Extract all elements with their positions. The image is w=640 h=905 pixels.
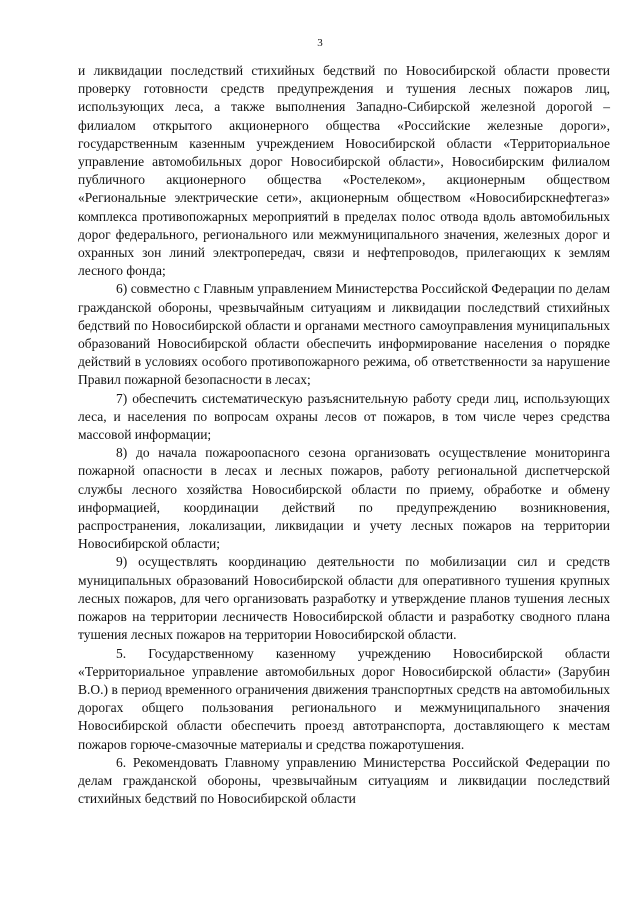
paragraph-item-7: 7) обеспечить систематическую разъяснительную работу среди лиц, использующих леса, и населения по вопросам охраны лесов от пожаров, в том числе через средства массовой информации;	[78, 390, 610, 443]
paragraph-continuation: и ликвидации последствий стихийных бедствий по Новосибирской области провести проверку готовности средств предупреждения и тушения лесных пожаров лиц, использующих леса, а также выполнения Западно-Сибирской железной дорогой – филиалом открытого акционерного общества «Российские железные дороги», государственным казенным учреждением Новосибирской области «Территориальное управление автомобильных дорог Новосибирской области», Новосибирским филиалом публичного акционерного общества «Ростелеком», акционерным обществом «Региональные электрические сети», акционерным обществом «Новосибирскнефтегаз» комплекса противопожарных мероприятий в пределах полос отвода вдоль автомобильных дорог федерального, регионального или межмуниципального значения, железных дорог и охранных зон линий электропередач, связи и нефтепроводов, прилегающих к землям лесного фонда;	[78, 63, 610, 279]
paragraph-section-5: 5. Государственному казенному учреждению Новосибирской области «Территориальное управление автомобильных дорог Новосибирской области» (Зарубин В.О.) в период временного ограничения движения транспортных средств на автомобильных дорогах общего пользования регионального и межмуниципального значения Новосибирской области обеспечить проезд автотранспорта, доставляющего к местам пожаров горюче-смазочные материалы и средства пожаротушения.	[78, 645, 610, 752]
paragraph-section-6: 6. Рекомендовать Главному управлению Министерства Российской Федерации по делам гражданской обороны, чрезвычайным ситуациям и ликвидации последствий стихийных бедствий по Новосибирской области	[78, 754, 610, 807]
page-number: 3	[317, 37, 323, 49]
paragraph-item-9: 9) осуществлять координацию деятельности по мобилизации сил и средств муниципальных образований Новосибирской области для оперативного тушения крупных лесных пожаров, для чего организовать разработку и утверждение планов тушения лесных пожаров на территории лесничеств Новосибирской области и разработку сводного плана тушения лесных пожаров на территории Новосибирской области.	[78, 554, 610, 643]
paragraph-item-8: 8) до начала пожароопасного сезона организовать осуществление мониторинга пожарной опасности в лесах и лесных пожаров, работу региональной диспетчерской службы лесного хозяйства Новосибирской области по приему, обработке и обмену информацией, координации действий по предупреждению возникновения, распространения, локализации, ликвидации и учету лесных пожаров на территории Новосибирской области;	[78, 445, 610, 552]
document-body	[78, 62, 610, 808]
paragraph-item-6: 6) совместно с Главным управлением Министерства Российской Федерации по делам гражданской обороны, чрезвычайным ситуациям и ликвидации последствий стихийных бедствий по Новосибирской области и органами местного самоуправления муниципальных образований Новосибирской области обеспечить информирование населения о порядке действий в условиях особого противопожарного режима, об ответственности за нарушение Правил пожарной безопасности в лесах;	[78, 281, 610, 388]
